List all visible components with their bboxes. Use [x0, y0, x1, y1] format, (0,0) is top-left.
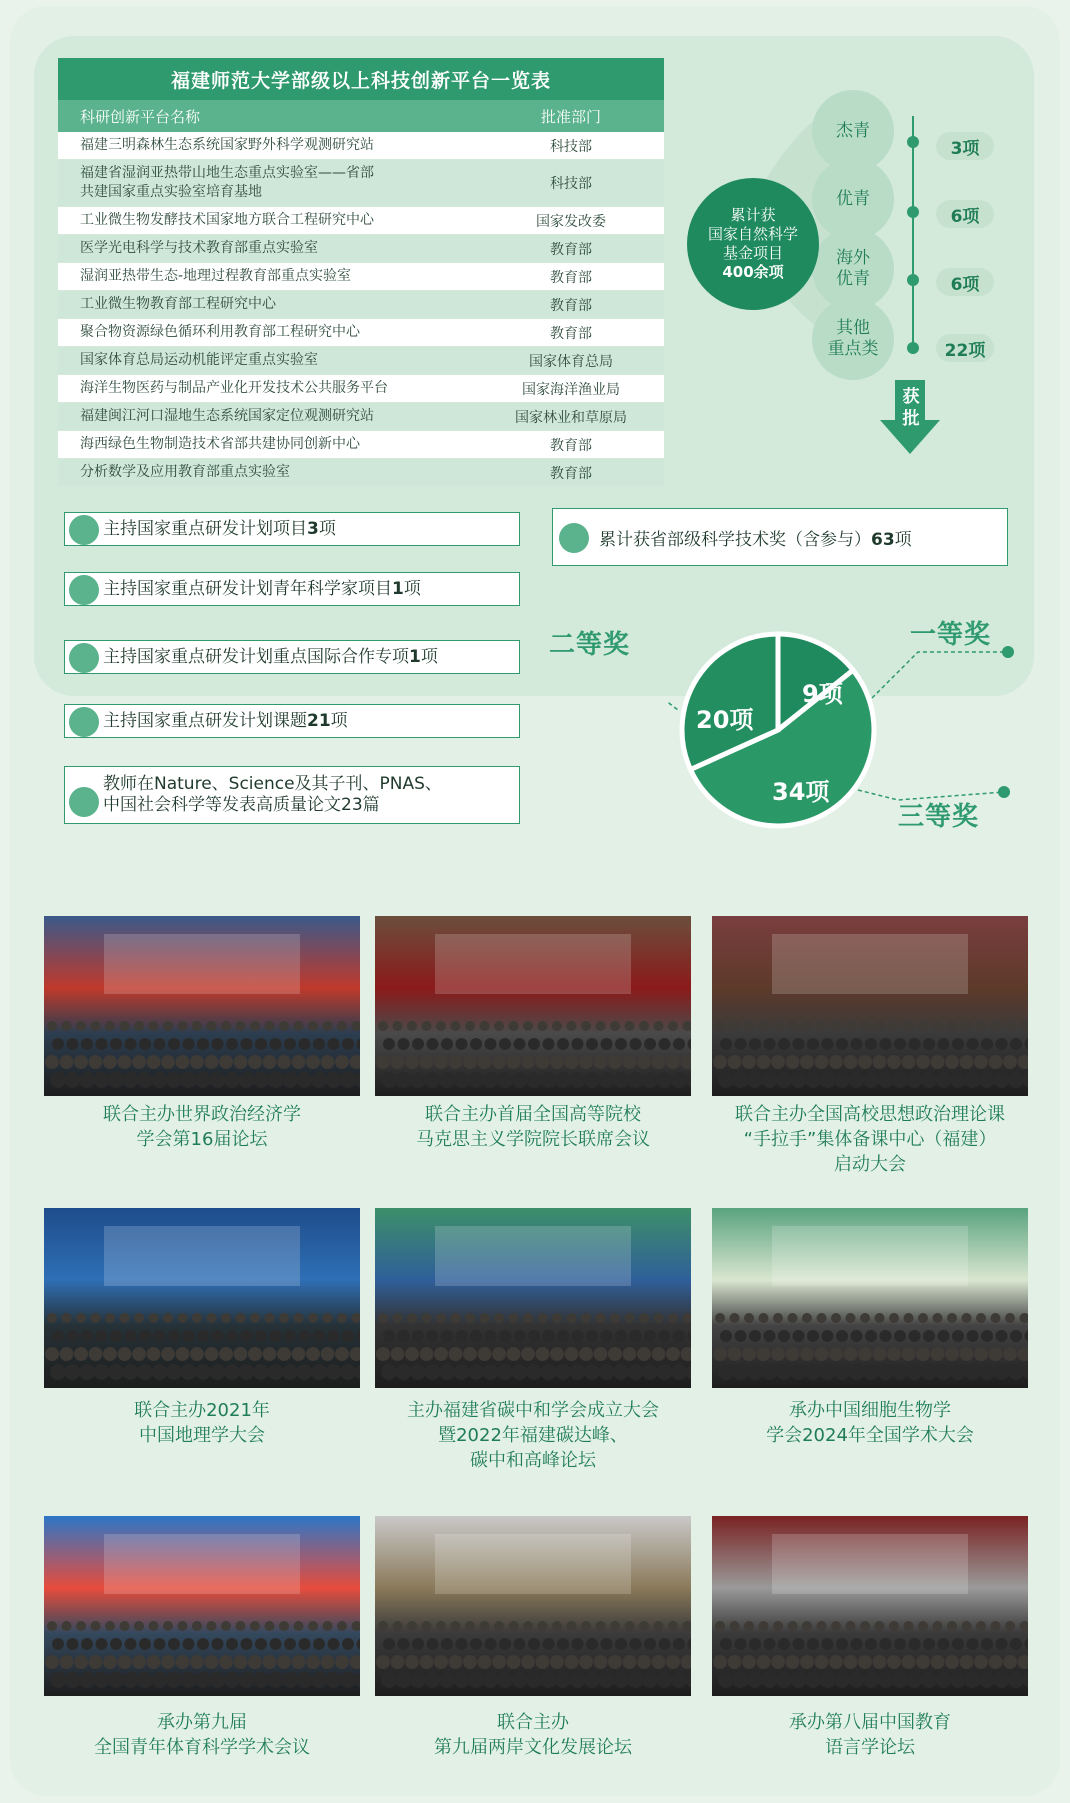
first-prize-label: 一等奖	[910, 620, 992, 650]
platform-name: 海西绿色生物制造技术省部共建协同创新中心	[80, 436, 360, 452]
platform-name: 国家体育总局运动机能评定重点实验室	[80, 352, 318, 368]
award-summary-box	[552, 508, 1008, 566]
stat-text: 主持国家重点研发计划重点国际合作专项1项	[103, 646, 438, 667]
event-photo	[712, 1516, 1028, 1696]
table-row	[58, 403, 664, 430]
research-stat-bar	[64, 640, 520, 674]
platform-name: 医学光电科学与技术教育部重点实验室	[80, 240, 318, 256]
platform-department: 科技部	[550, 176, 592, 192]
bullet-dot-icon	[69, 575, 99, 605]
platform-department: 国家体育总局	[529, 353, 613, 370]
event-photo	[375, 916, 691, 1096]
platform-name: 聚合物资源绿色循环利用教育部工程研究中心	[80, 324, 360, 340]
nsfc-category: 海外 优青	[812, 228, 894, 310]
table-row	[58, 207, 664, 234]
crowd-image	[375, 1208, 691, 1388]
event-photo	[44, 1208, 360, 1388]
event-photo	[44, 916, 360, 1096]
nsfc-total-circle	[687, 178, 819, 310]
table-title: 福建师范大学部级以上科技创新平台一览表	[58, 58, 664, 100]
nsfc-count-pill: 6项	[936, 200, 994, 228]
event-photo	[44, 1516, 360, 1696]
nsfc-line4: 400余项	[722, 263, 784, 281]
stat-text: 主持国家重点研发计划青年科学家项目1项	[103, 578, 421, 599]
event-caption: 主办福建省碳中和学会成立大会 暨2022年福建碳达峰、 碳中和高峰论坛	[407, 1400, 659, 1471]
platform-name: 福建省湿润亚热带山地生态重点实验室——省部 共建国家重点实验室培育基地	[80, 165, 374, 200]
platform-department: 国家林业和草原局	[515, 409, 627, 426]
bullet-dot-icon	[69, 643, 99, 673]
platform-department: 国家海洋渔业局	[522, 381, 620, 398]
table-header	[58, 100, 664, 132]
crowd-image	[712, 1208, 1028, 1388]
stat-text: 教师在Nature、Science及其子刊、PNAS、 中国社会科学等发表高质量论文23篇	[103, 774, 442, 815]
crowd-image	[712, 1516, 1028, 1696]
bullet-dot-icon	[69, 515, 99, 545]
platform-name: 工业微生物发酵技术国家地方联合工程研究中心	[80, 212, 374, 228]
event-caption: 联合主办全国高校思想政治理论课 “手拉手”集体备课中心（福建） 启动大会	[735, 1104, 1005, 1175]
event-photo	[375, 1516, 691, 1696]
first-prize-value: 9项	[802, 680, 843, 708]
platform-table	[58, 58, 664, 487]
table-row	[58, 160, 664, 206]
table-row	[58, 235, 664, 262]
table-body	[58, 132, 664, 486]
event-caption: 承办第八届中国教育 语言学论坛	[789, 1712, 951, 1758]
nsfc-line1: 累计获	[730, 206, 776, 224]
research-stat-bar	[64, 572, 520, 606]
stat-text: 主持国家重点研发计划项目3项	[103, 518, 336, 539]
crowd-image	[44, 916, 360, 1096]
platform-department: 教育部	[550, 269, 592, 286]
research-stat-bar	[64, 766, 520, 824]
bullet-dot-icon	[69, 787, 99, 817]
stat-text: 主持国家重点研发计划课题21项	[103, 710, 348, 731]
table-row	[58, 263, 664, 290]
nsfc-category: 杰青	[812, 90, 894, 172]
event-caption: 联合主办首届全国高等院校 马克思主义学院院长联席会议	[416, 1104, 650, 1150]
platform-name: 福建三明森林生态系统国家野外科学观测研究站	[80, 137, 374, 153]
header-platform-name: 科研创新平台名称	[80, 107, 201, 126]
platform-department: 国家发改委	[536, 213, 606, 230]
crowd-image	[375, 1516, 691, 1696]
platform-name: 海洋生物医药与制品产业化开发技术公共服务平台	[80, 380, 388, 396]
bullet-dot-icon	[559, 523, 589, 553]
event-caption: 联合主办世界政治经济学 学会第16届论坛	[103, 1104, 301, 1150]
nsfc-line3: 基金项目	[722, 244, 783, 262]
event-photo	[375, 1208, 691, 1388]
event-photo	[712, 916, 1028, 1096]
nsfc-line2: 国家自然科学	[707, 225, 798, 243]
platform-department: 教育部	[550, 241, 592, 258]
event-caption: 联合主办2021年 中国地理学大会	[134, 1400, 270, 1446]
nsfc-count-pill: 22项	[936, 334, 994, 362]
second-prize-label: 二等奖	[549, 630, 631, 660]
third-prize-label: 三等奖	[898, 802, 980, 832]
research-stat-bar	[64, 704, 520, 738]
crowd-image	[44, 1208, 360, 1388]
table-row	[58, 132, 664, 159]
nsfc-timeline	[912, 116, 914, 346]
platform-department: 教育部	[550, 325, 592, 342]
platform-name: 湿润亚热带生态-地理过程教育部重点实验室	[80, 268, 352, 284]
event-caption: 承办第九届 全国青年体育科学学术会议	[94, 1712, 310, 1758]
table-row	[58, 347, 664, 374]
bullet-dot-icon	[69, 707, 99, 737]
platform-department: 教育部	[550, 437, 592, 454]
table-row	[58, 431, 664, 458]
nsfc-category: 优青	[812, 158, 894, 240]
research-stat-bar	[64, 512, 520, 546]
platform-name: 分析数学及应用教育部重点实验室	[80, 464, 290, 480]
table-row	[58, 319, 664, 346]
event-caption: 联合主办 第九届两岸文化发展论坛	[434, 1712, 632, 1758]
table-row	[58, 291, 664, 318]
crowd-image	[375, 916, 691, 1096]
award-summary-text: 累计获省部级科学技术奖（含参与）63项	[599, 529, 912, 550]
event-photo	[712, 1208, 1028, 1388]
crowd-image	[712, 916, 1028, 1096]
arrow-label: 获批	[902, 387, 920, 429]
nsfc-count-pill: 6项	[936, 268, 994, 296]
platform-name: 福建闽江河口湿地生态系统国家定位观测研究站	[80, 408, 374, 424]
third-prize-value: 34项	[772, 778, 830, 806]
table-row	[58, 375, 664, 402]
table-row	[58, 459, 664, 486]
nsfc-category: 其他 重点类	[812, 298, 894, 380]
nsfc-count-pill: 3项	[936, 132, 994, 160]
header-department: 批准部门	[540, 107, 601, 126]
crowd-image	[44, 1516, 360, 1696]
second-prize-value: 20项	[696, 706, 754, 734]
platform-name: 工业微生物教育部工程研究中心	[80, 296, 276, 312]
platform-department: 科技部	[550, 138, 592, 155]
platform-department: 教育部	[550, 465, 592, 482]
event-caption: 承办中国细胞生物学 学会2024年全国学术大会	[766, 1400, 974, 1446]
platform-department: 教育部	[550, 297, 592, 314]
